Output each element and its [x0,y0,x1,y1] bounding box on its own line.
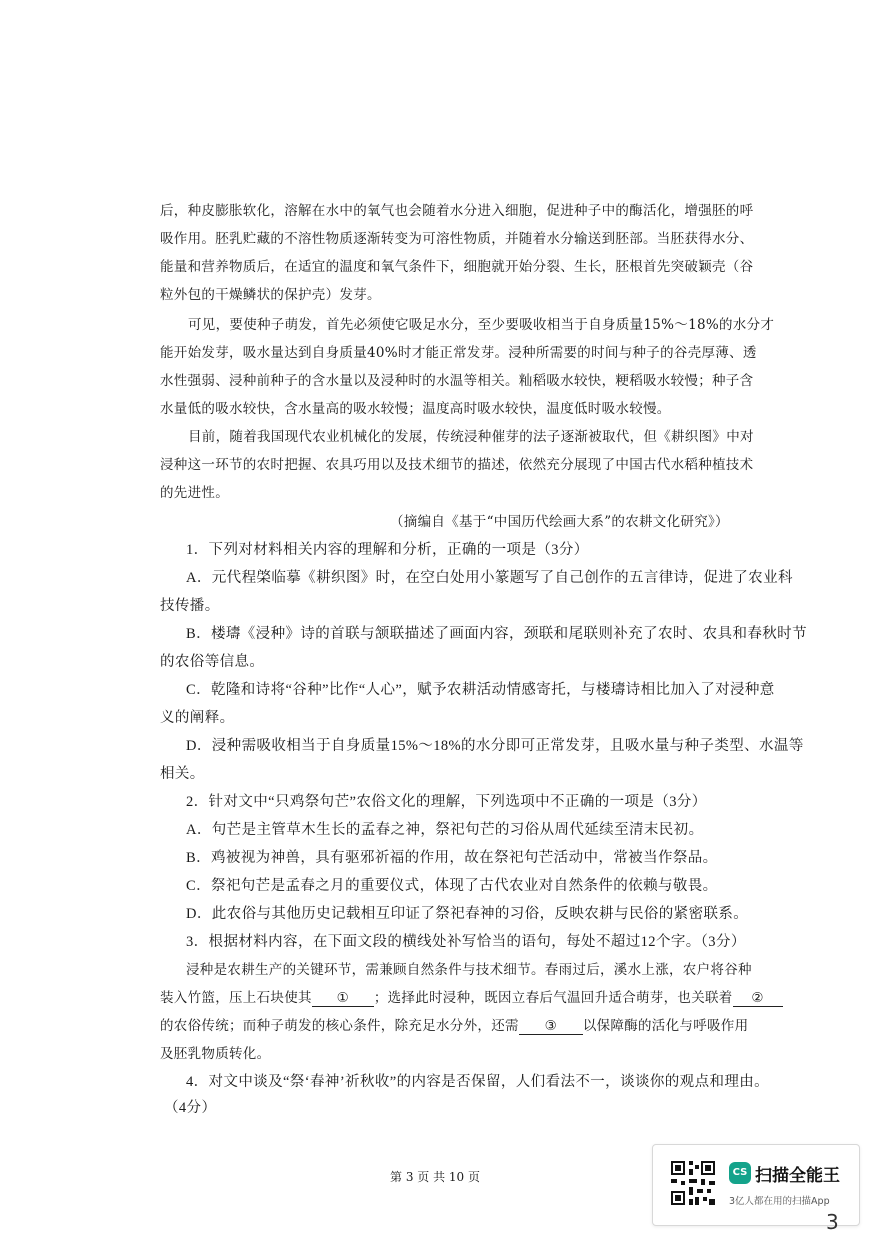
passage-line: 目前，随着我国现代农业机械化的发展，传统浸种催芽的法子逐渐被取代，但《耕织图》中对 [188,429,754,445]
passage-line: 粒外包的干燥鳞状的保护壳）发芽。 [160,287,381,303]
question-3-text-fragment: ；选择此时浸种，既因立春后气温回升适合萌芽，也关联着 [373,990,733,1006]
scanner-brand-name: 扫描全能王 [755,1166,840,1186]
question-1-option-b: B．楼璹《浸种》诗的首联与颔联描述了画面内容，颈联和尾联则补充了农时、农具和春秋时节 [186,626,807,642]
passage-line: 的先进性。 [160,485,229,501]
question-3-text-line: 及胚乳物质转化。 [160,1046,271,1062]
answer-blank-3[interactable]: ③ [519,1018,583,1035]
camscanner-logo-icon: CS [729,1162,751,1184]
question-2-stem: 2．针对文中“只鸡祭句芒”农俗文化的理解，下列选项中不正确的一项是（3分） [186,794,707,810]
question-3-text-fragment: 以保障酶的活化与呼吸作用 [582,1018,749,1034]
question-1-option-c: C．乾隆和诗将“谷种”比作“人心”，赋予农耕活动情感寄托，与楼璹诗相比加入了对浸种意 [186,682,775,698]
question-3-text-line [160,986,783,1007]
passage-line: 后，种皮膨胀软化，溶解在水中的氧气也会随着水分进入细胞，促进种子中的酶活化，增强胚的呼 [160,203,754,219]
question-3-text-fragment: 的农俗传统；而种子萌发的核心条件，除充足水分外，还需 [160,1018,519,1034]
question-3-text-line [160,1014,748,1035]
passage-line: 能开始发芽，吸水量达到自身质量40%时才能正常发芽。浸种所需要的时间与种子的谷壳厚薄、透 [160,345,757,361]
question-4-points: （4分） [164,1100,217,1116]
passage-line: 水性强弱、浸种前种子的含水量以及浸种时的水温等相关。籼稻吸水较快，粳稻吸水较慢；种子含 [160,373,754,389]
question-3-stem: 3．根据材料内容，在下面文段的横线处补写恰当的语句，每处不超过12个字。（3分） [186,934,746,950]
passage-line: 浸种这一环节的农时把握、农具巧用以及技术细节的描述，依然充分展现了中国古代水稻种植技术 [160,457,754,473]
passage-line: 可见，要使种子萌发，首先必须使它吸足水分，至少要吸收相当于自身质量15%～18%的水分才 [188,317,775,333]
passage-line: 吸作用。胚乳贮藏的不溶性物质逐渐转变为可溶性物质，并随着水分输送到胚部。当胚获得水分、 [160,231,754,247]
question-1-option-d-cont: 相关。 [160,766,205,782]
page-number: 第 3 页 共 10 页 [390,1170,480,1184]
question-1-option-c-cont: 义的阐释。 [160,710,235,726]
source-note: （摘编自《基于“中国历代绘画大系”的农耕文化研究》） [390,514,729,530]
passage-line: 水量低的吸水较快，含水量高的吸水较慢；温度高时吸水较快，温度低时吸水较慢。 [160,401,671,417]
question-1-option-d: D．浸种需吸收相当于自身质量15%～18%的水分即可正常发芽，且吸水量与种子类型、水温等 [186,738,804,754]
question-2-option-c: C．祭祀句芒是孟春之月的重要仪式，体现了古代农业对自然条件的依赖与敬畏。 [186,878,718,894]
qr-code-icon [669,1159,717,1207]
question-3-text-fragment: 装入竹篮，压上石块使其 [160,990,312,1006]
answer-blank-2[interactable]: ② [733,990,783,1007]
cropped-page-mark: 3 [826,1210,839,1234]
question-3-text-line: 浸种是农耕生产的关键环节，需兼顾自然条件与技术细节。春雨过后，溪水上涨，农户将谷种 [186,962,752,978]
question-2-option-a: A．句芒是主管草木生长的孟春之神，祭祀句芒的习俗从周代延续至清末民初。 [186,822,704,838]
question-4-stem: 4．对文中谈及“祭‘春神’祈秋收”的内容是否保留，人们看法不一，谈谈你的观点和理由。 [186,1074,770,1090]
question-1-option-a-cont: 技传播。 [160,598,220,614]
passage-line: 能量和营养物质后，在适宜的温度和氧气条件下，细胞就开始分裂、生长，胚根首先突破颖壳（谷 [160,259,754,275]
question-2-option-d: D．此农俗与其他历史记载相互印证了祭祀春神的习俗，反映农耕与民俗的紧密联系。 [186,906,749,922]
question-1-stem: 1．下列对材料相关内容的理解和分析，正确的一项是（3分） [186,542,589,558]
answer-blank-1[interactable]: ① [312,990,374,1007]
question-2-option-b: B．鸡被视为神兽，具有驱邪祈福的作用，故在祭祀句芒活动中，常被当作祭品。 [186,850,718,866]
question-1-option-a: A．元代程棨临摹《耕织图》时，在空白处用小篆题写了自己创作的五言律诗，促进了农业科 [186,570,793,586]
scanner-tagline: 3亿人都在用的扫描App [729,1196,830,1207]
question-1-option-b-cont: 的农俗等信息。 [160,654,265,670]
